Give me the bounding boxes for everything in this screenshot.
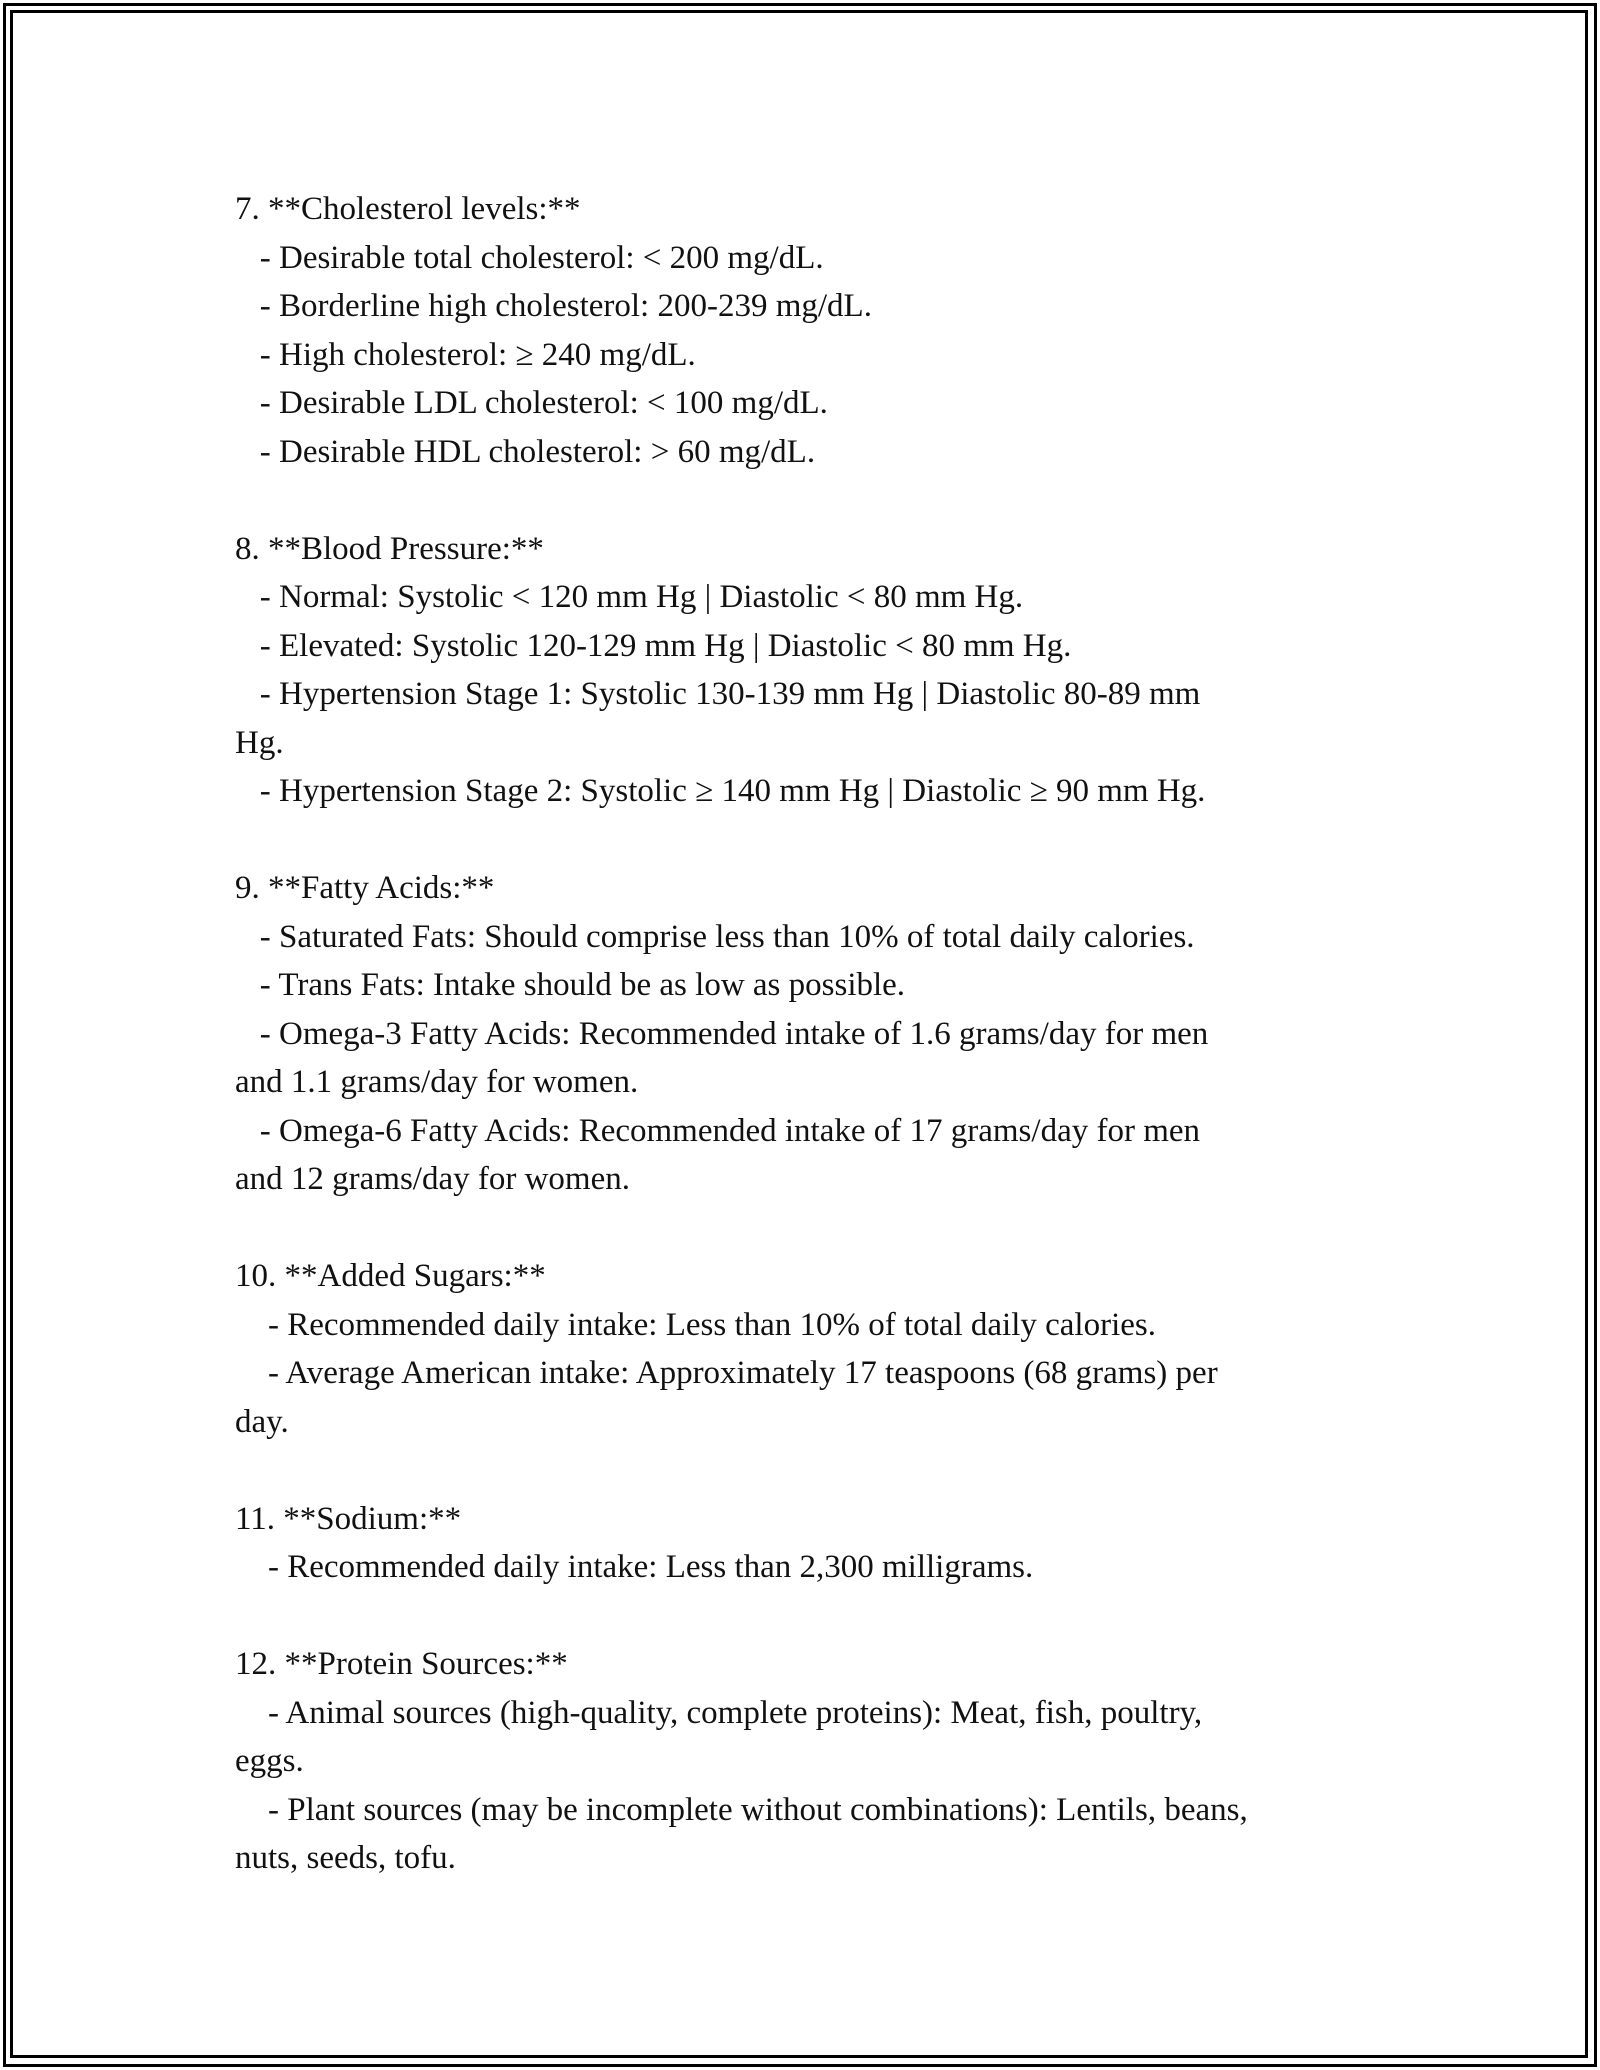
list-item: - Desirable HDL cholesterol: > 60 mg/dL. (235, 433, 816, 470)
section-heading: 7. **Cholesterol levels:** (235, 191, 581, 227)
list-item: - Omega-3 Fatty Acids: Recommended intake of 1.6 grams/day for men (235, 1015, 1209, 1052)
section-protein-sources (235, 1640, 1365, 1883)
section-fatty-acids (235, 864, 1365, 1204)
list-item-continuation: day. (235, 1403, 289, 1440)
section-added-sugars (235, 1252, 1365, 1446)
list-item-continuation: and 12 grams/day for women. (235, 1161, 630, 1197)
list-item: - Normal: Systolic < 120 mm Hg | Diastolic < 80 mm Hg. (235, 579, 1024, 615)
list-item: - Recommended daily intake: Less than 2,300 milligrams. (235, 1549, 1034, 1585)
list-item-continuation: Hg. (235, 724, 284, 761)
list-item: - Saturated Fats: Should comprise less than 10% of total daily calories. (235, 918, 1195, 955)
list-item: - Hypertension Stage 1: Systolic 130-139 mm Hg | Diastolic 80-89 mm (235, 676, 1201, 712)
list-item: - Desirable total cholesterol: < 200 mg/dL. (235, 239, 824, 276)
section-heading: 11. **Sodium:** (235, 1500, 462, 1537)
list-item: - Borderline high cholesterol: 200-239 mg/dL. (235, 288, 872, 324)
section-heading: 12. **Protein Sources:** (235, 1646, 568, 1682)
list-item: - Plant sources (may be incomplete without combinations): Lentils, beans, (235, 1791, 1248, 1828)
list-item: - Omega-6 Fatty Acids: Recommended intake of 17 grams/day for men (235, 1112, 1201, 1149)
list-item: - Recommended daily intake: Less than 10% of total daily calories. (235, 1306, 1156, 1343)
section-heading: 10. **Added Sugars:** (235, 1258, 546, 1294)
list-item-continuation: eggs. (235, 1743, 304, 1779)
list-item-continuation: and 1.1 grams/day for women. (235, 1064, 639, 1100)
section-blood-pressure (235, 525, 1365, 816)
section-heading: 8. **Blood Pressure:** (235, 530, 544, 567)
document-body (235, 185, 1365, 1883)
list-item: - High cholesterol: ≥ 240 mg/dL. (235, 336, 696, 373)
list-item: - Average American intake: Approximately 17 teaspoons (68 grams) per (235, 1355, 1218, 1391)
section-heading: 9. **Fatty Acids:** (235, 870, 495, 906)
section-sodium (235, 1495, 1365, 1592)
list-item: - Elevated: Systolic 120-129 mm Hg | Diastolic < 80 mm Hg. (235, 627, 1072, 664)
list-item: - Animal sources (high-quality, complete proteins): Meat, fish, poultry, (235, 1694, 1203, 1731)
list-item-continuation: nuts, seeds, tofu. (235, 1840, 456, 1876)
list-item: - Desirable LDL cholesterol: < 100 mg/dL. (235, 385, 828, 421)
list-item: - Hypertension Stage 2: Systolic ≥ 140 mm Hg | Diastolic ≥ 90 mm Hg. (235, 773, 1206, 809)
list-item: - Trans Fats: Intake should be as low as possible. (235, 967, 906, 1003)
section-cholesterol-levels (235, 185, 1365, 476)
